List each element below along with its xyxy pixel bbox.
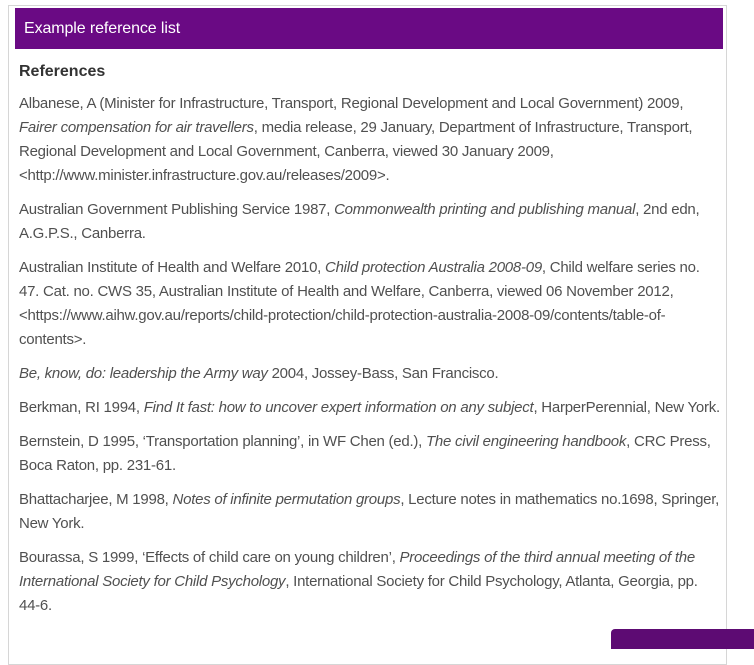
- reference-entry: [19, 546, 721, 618]
- reference-text: Australian Government Publishing Service 1987,: [19, 201, 335, 218]
- panel-title: Example reference list: [15, 8, 723, 49]
- reference-text: Bourassa, S 1999, ‘Effects of child care on young children’,: [19, 549, 400, 566]
- reference-title: Be, know, do: leadership the Army way: [19, 365, 268, 382]
- reference-title: Commonwealth printing and publishing manual: [334, 201, 636, 218]
- reference-text: Albanese, A (Minister for Infrastructure, Transport, Regional Development and Local Government) 2009,: [19, 95, 684, 112]
- reference-entry: [19, 430, 721, 478]
- reference-text: Bhattacharjee, M 1998,: [19, 491, 173, 508]
- reference-entry: [19, 256, 721, 352]
- reference-list-panel: [8, 5, 727, 665]
- reference-entry: [19, 198, 721, 246]
- reference-text: Berkman, RI 1994,: [19, 399, 144, 416]
- reference-text: , Child welfare series no. 47. Cat. no. CWS 35, Australian Institute of Health and Welfare, Canberra, viewed 06 November 2012, <https://www.aihw.gov.au/reports/child-protection/child-protection-australia-2008-09/contents/table-of-contents>.: [19, 259, 700, 348]
- reference-entry: [19, 362, 721, 386]
- reference-text: , CRC Press, Boca Raton, pp. 231-61.: [19, 433, 711, 474]
- reference-title: Child protection Australia 2008-09: [325, 259, 542, 276]
- reference-title: Proceedings of the third annual meeting of the International Society for Child Psychology: [19, 549, 695, 590]
- reference-text: , media release, 29 January, Department of Infrastructure, Transport, Regional Development and Local Government, Canberra, viewed 30 January 2009, <http://www.minister.infrastructure.gov.au/releases/2009>.: [19, 119, 693, 184]
- reference-entry: [19, 396, 721, 420]
- reference-title: Notes of infinite permutation groups: [172, 491, 401, 508]
- reference-entry: [19, 488, 721, 536]
- reference-text: Bernstein, D 1995, ‘Transportation planning’, in WF Chen (ed.),: [19, 433, 426, 450]
- reference-entry: [19, 92, 721, 188]
- reference-text: 2004, Jossey-Bass, San Francisco.: [267, 365, 499, 382]
- reference-title: The civil engineering handbook: [426, 433, 627, 450]
- reference-text: Australian Institute of Health and Welfare 2010,: [19, 259, 325, 276]
- panel-body: [19, 62, 721, 628]
- references-heading: References: [19, 63, 106, 80]
- reference-text: , 2nd edn, A.G.P.S., Canberra.: [19, 201, 700, 242]
- back-to-top-button[interactable]: [611, 629, 754, 649]
- reference-text: , Lecture notes in mathematics no.1698, Springer, New York.: [19, 491, 720, 532]
- reference-title: Fairer compensation for air travellers: [19, 119, 254, 136]
- reference-title: Find It fast: how to uncover expert information on any subject: [143, 399, 534, 416]
- reference-text: , International Society for Child Psychology, Atlanta, Georgia, pp. 44-6.: [19, 573, 698, 614]
- reference-text: , HarperPerennial, New York.: [533, 399, 720, 416]
